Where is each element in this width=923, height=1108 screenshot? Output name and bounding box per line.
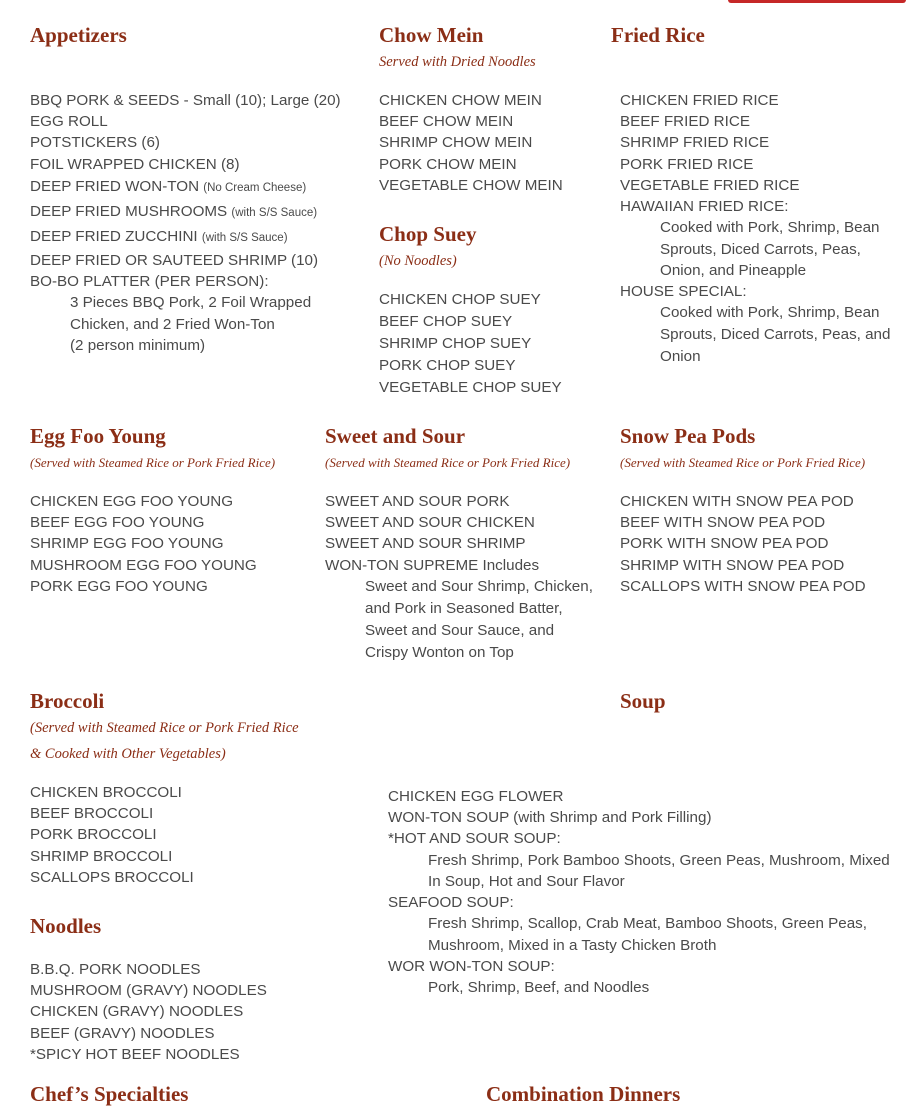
menu-item	[30, 132, 375, 153]
menu-item: SWEET AND SOUR CHICKEN	[325, 514, 535, 532]
item-list	[325, 491, 615, 664]
menu-item: PORK EGG FOO YOUNG	[30, 577, 208, 595]
menu-item	[30, 90, 375, 111]
menu-item-label: FOIL WRAPPED CHICKEN (8)	[30, 155, 240, 173]
section-subtitle: (Served with Steamed Rice or Pork Fried Rice)	[30, 455, 276, 470]
menu-item: PORK BROCCOLI	[30, 826, 157, 844]
menu-item: CHICKEN (GRAVY) NOODLES	[30, 1003, 244, 1021]
menu-item: SCALLOPS BROCCOLI	[30, 868, 194, 886]
section-subtitle: (No Noodles)	[379, 253, 457, 269]
item-description: Fresh Shrimp, Scallop, Crab Meat, Bamboo Shoots, Green Peas, Mushroom, Mixed in a Tasty Chicken Broth	[428, 915, 867, 954]
menu-item: BEEF BROCCOLI	[30, 805, 154, 823]
item-description: Cooked with Pork, Shrimp, Bean Sprouts, Diced Carrots, Peas, Onion, and Pineapple	[660, 219, 880, 279]
menu-item: BEEF CHOP SUEY	[379, 313, 513, 330]
item-description: 3 Pieces BBQ Pork, 2 Foil Wrapped Chicken, and 2 Fried Won-Ton	[70, 294, 312, 333]
item-list	[30, 90, 375, 356]
menu-item: VEGETABLE CHOP SUEY	[379, 379, 562, 396]
menu-item: CHICKEN FRIED RICE	[620, 92, 779, 109]
menu-item: CHICKEN EGG FLOWER	[388, 788, 564, 805]
item-description: Pork, Shrimp, Beef, and Noodles	[428, 979, 650, 997]
menu-item	[30, 225, 375, 250]
item-description: Sweet and Sour Shrimp, Chicken, and Pork in Seasoned Batter, Sweet and Sour Sauce, and Crispy Wonton on Top	[365, 577, 593, 661]
menu-item: HOUSE SPECIAL:	[620, 283, 747, 301]
section-title: Sweet and Sour	[325, 424, 466, 448]
menu-item	[30, 175, 375, 200]
menu-item-label: POTSTICKERS (6)	[30, 134, 160, 152]
menu-item: BEEF EGG FOO YOUNG	[30, 514, 205, 532]
item-description: Fresh Shrimp, Pork Bamboo Shoots, Green Peas, Mushroom, Mixed In Soup, Hot and Sour Flavor	[428, 851, 890, 890]
section-subtitle: Served with Dried Noodles	[379, 54, 536, 70]
menu-item: SHRIMP CHOP SUEY	[379, 335, 532, 352]
section-title: Broccoli	[30, 689, 105, 713]
menu-item: *SPICY HOT BEEF NOODLES	[30, 1045, 240, 1063]
item-list	[30, 782, 370, 888]
section-soup-header	[620, 687, 820, 715]
menu-item: PORK CHOP SUEY	[379, 357, 516, 374]
section-title: Egg Foo Young	[30, 424, 166, 448]
section-subtitle: (Served with Steamed Rice or Pork Fried Rice)	[325, 455, 571, 470]
menu-item: VEGETABLE CHOW MEIN	[379, 176, 563, 194]
menu-item: SCALLOPS WITH SNOW PEA POD	[620, 577, 866, 595]
menu-item-label: DEEP FRIED OR SAUTEED SHRIMP (10)	[30, 251, 319, 269]
menu-item: VEGETABLE FRIED RICE	[620, 176, 800, 194]
menu-item: SHRIMP EGG FOO YOUNG	[30, 535, 224, 553]
section-soup	[388, 786, 908, 999]
menu-item-label: DEEP FRIED ZUCCHINI	[30, 227, 198, 245]
menu-item: SHRIMP BROCCOLI	[30, 847, 173, 865]
section-title: Fried Rice	[611, 23, 705, 47]
menu-item: PORK WITH SNOW PEA POD	[620, 535, 829, 553]
menu-item-label: DEEP FRIED MUSHROOMS	[30, 202, 228, 220]
menu-item-label: BBQ PORK & SEEDS - Small (10); Large (20)	[30, 92, 341, 109]
menu-item: SWEET AND SOUR SHRIMP	[325, 535, 526, 553]
menu-item	[30, 271, 375, 292]
menu-item: BEEF WITH SNOW PEA POD	[620, 514, 826, 532]
menu-item: WON-TON SOUP (with Shrimp and Pork Filling)	[388, 809, 712, 827]
menu-item: SEAFOOD SOUP:	[388, 894, 514, 912]
menu-item: BEEF FRIED RICE	[620, 113, 750, 131]
menu-item: CHICKEN CHOW MEIN	[379, 92, 542, 109]
section-sweet-and-sour	[325, 422, 615, 664]
menu-item: SHRIMP WITH SNOW PEA POD	[620, 556, 845, 574]
section-appetizers	[30, 21, 375, 356]
section-title: Noodles	[30, 914, 102, 938]
menu-item: CHICKEN WITH SNOW PEA POD	[620, 493, 854, 510]
item-list	[620, 491, 910, 597]
menu-item: SWEET AND SOUR PORK	[325, 493, 510, 510]
menu-item: PORK FRIED RICE	[620, 155, 754, 173]
menu-item: CHICKEN CHOP SUEY	[379, 291, 541, 308]
menu-item-label: DEEP FRIED WON-TON	[30, 177, 200, 195]
section-fried-rice	[611, 21, 911, 368]
section-title: Snow Pea Pods	[620, 424, 756, 448]
item-list	[379, 90, 609, 196]
item-list	[379, 289, 609, 399]
menu-item-note: (No Cream Cheese)	[203, 181, 307, 194]
menu-item: *HOT AND SOUR SOUP:	[388, 830, 561, 848]
menu-item	[30, 154, 375, 175]
section-title: Combination Dinners	[486, 1082, 681, 1106]
menu-item-note: (with S/S Sauce)	[231, 206, 318, 219]
section-subtitle: & Cooked with Other Vegetables)	[30, 746, 226, 762]
menu-item: CHICKEN EGG FOO YOUNG	[30, 493, 234, 510]
menu-item: B.B.Q. PORK NOODLES	[30, 961, 201, 978]
item-list	[30, 491, 320, 597]
menu-item-label: EGG ROLL	[30, 113, 108, 131]
menu-item: SHRIMP FRIED RICE	[620, 134, 770, 152]
item-description: (2 person minimum)	[70, 336, 206, 354]
item-description: Cooked with Pork, Shrimp, Bean Sprouts, Diced Carrots, Peas, and Onion	[660, 304, 891, 366]
section-combination-dinners	[486, 1080, 786, 1108]
menu-item-note: (with S/S Sauce)	[201, 231, 288, 244]
menu-item: WON-TON SUPREME Includes	[325, 556, 540, 574]
menu-item: BEEF (GRAVY) NOODLES	[30, 1024, 215, 1042]
item-list	[30, 959, 370, 1065]
menu-item: HAWAIIAN FRIED RICE:	[620, 198, 789, 216]
section-snow-pea-pods	[620, 422, 910, 597]
section-subtitle: (Served with Steamed Rice or Pork Fried Rice)	[620, 455, 866, 470]
section-chop-suey	[379, 220, 609, 399]
section-title: Chow Mein	[379, 23, 484, 47]
section-title: Chef’s Specialties	[30, 1082, 189, 1106]
menu-item-label: BO-BO PLATTER (PER PERSON):	[30, 273, 269, 291]
section-egg-foo-young	[30, 422, 320, 597]
section-title: Chop Suey	[379, 222, 477, 246]
menu-item: WOR WON-TON SOUP:	[388, 958, 555, 975]
section-noodles	[30, 912, 370, 1065]
section-title: Appetizers	[30, 23, 127, 47]
section-title: Soup	[620, 689, 666, 713]
menu-item	[30, 250, 375, 271]
menu-item	[30, 200, 375, 225]
section-broccoli	[30, 687, 370, 888]
menu-item: CHICKEN BROCCOLI	[30, 784, 182, 801]
section-chow-mein	[379, 21, 609, 196]
menu-item: PORK CHOW MEIN	[379, 155, 517, 173]
menu-item: SHRIMP CHOW MEIN	[379, 134, 533, 152]
menu-item	[30, 111, 375, 132]
top-accent-bar	[728, 0, 906, 3]
section-chefs-specialties	[30, 1080, 330, 1108]
section-subtitle: (Served with Steamed Rice or Pork Fried Rice	[30, 720, 299, 736]
menu-item: BEEF CHOW MEIN	[379, 113, 514, 131]
item-list	[611, 90, 911, 368]
menu-item: MUSHROOM (GRAVY) NOODLES	[30, 982, 267, 1000]
menu-item: MUSHROOM EGG FOO YOUNG	[30, 556, 257, 574]
